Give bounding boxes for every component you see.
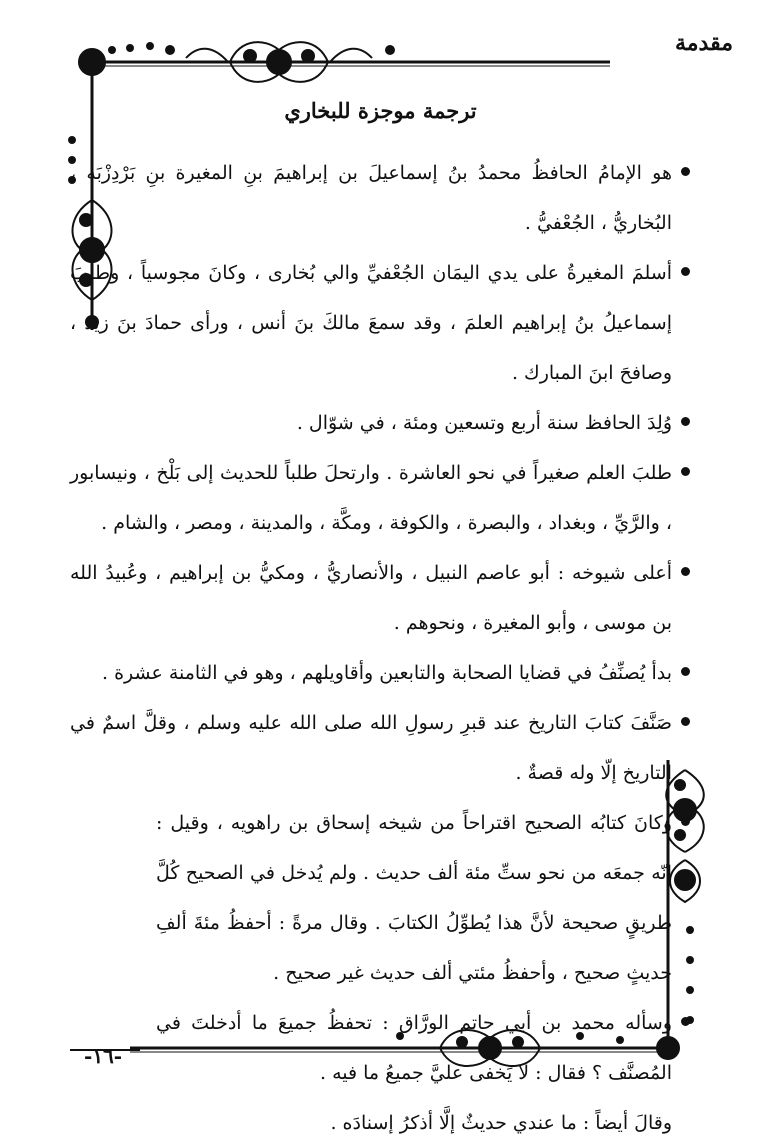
section-label: مقدمة (674, 30, 733, 56)
body-text (70, 148, 690, 1148)
paragraph-history-book: صَنَّفَ كتابَ التاريخ عند قبرِ رسولِ الله صلى الله عليه وسلم ، وقلَّ اسمٌ في التاريخ إلّا وله قصةٌ . (70, 698, 690, 798)
page-number: -١٦- (84, 1044, 123, 1068)
paragraph-lineage: هو الإمامُ الحافظُ محمدُ بنُ إسماعيلَ بن إبراهيمَ بنِ المغيرة بنِ بَرْدِزْبَه ، البُخاريُّ ، الجُعْفيُّ . (70, 148, 690, 248)
paragraph-sahih: وكانَ كتابُه الصحيح اقتراحاً من شيخه إسحاق بن راهويه ، وقيل : إنّه جمعَه من نحو ستِّ مئة ألف حديث . ولم يُدخل في الصحيح كُلَّ طريقٍ صحيحة لأنَّ هذا يُطوِّلُ الكتابَ . وقال مرةً : أحفظُ مئةَ ألفِ حديثٍ صحيح ، وأحفظُ مئتي ألف حديث غير صحيح . (156, 798, 690, 998)
paragraph-early-writing: بدأ يُصنِّفُ في قضايا الصحابة والتابعين وأقاويلهم ، وهو في الثامنة عشرة . (70, 648, 690, 698)
page-title: ترجمة موجزة للبخاري (284, 98, 477, 123)
paragraph-travels: طلبَ العلم صغيراً في نحو العاشرة . وارتحلَ طلباً للحديث إلى بَلْخ ، ونيسابور ، والرَّيِّ ، وبغداد ، والبصرة ، والكوفة ، ومكَّة ، والمدينة ، ومصر ، والشام . (70, 448, 690, 548)
paragraph-birth: وُلِدَ الحافظ سنة أربع وتسعين ومئة ، في شوّال . (70, 398, 690, 448)
paragraph-teachers: أعلى شيوخه : أبو عاصم النبيل ، والأنصاريُّ ، ومكيُّ بن إبراهيم ، وعُبيدُ الله بن موسى ، وأبو المغيرة ، ونحوهم . (70, 548, 690, 648)
paragraph-isnad: وقالَ أيضاً : ما عندي حديثٌ إلَّا أذكرُ إسنادَه . (330, 1112, 672, 1134)
paragraph-warraq: وسأله محمد بن أبي حاتم الورَّاق : تحفظُ جميعَ ما أدخلتَ في المُصنَّف ؟ فقال : لا يَخفى عليَّ جميعُ ما فيه . (156, 998, 690, 1098)
paragraph-conversion: أسلمَ المغيرةُ على يدي اليمَان الجُعْفيِّ والي بُخارى ، وكانَ مجوسياً ، وطلبَ إسماعيلُ بنُ إبراهيم العلمَ ، وقد سمعَ مالكَ بنَ أنس ، ورأى حمادَ بنَ زيد ، وصافحَ ابنَ المبارك . (70, 248, 690, 398)
